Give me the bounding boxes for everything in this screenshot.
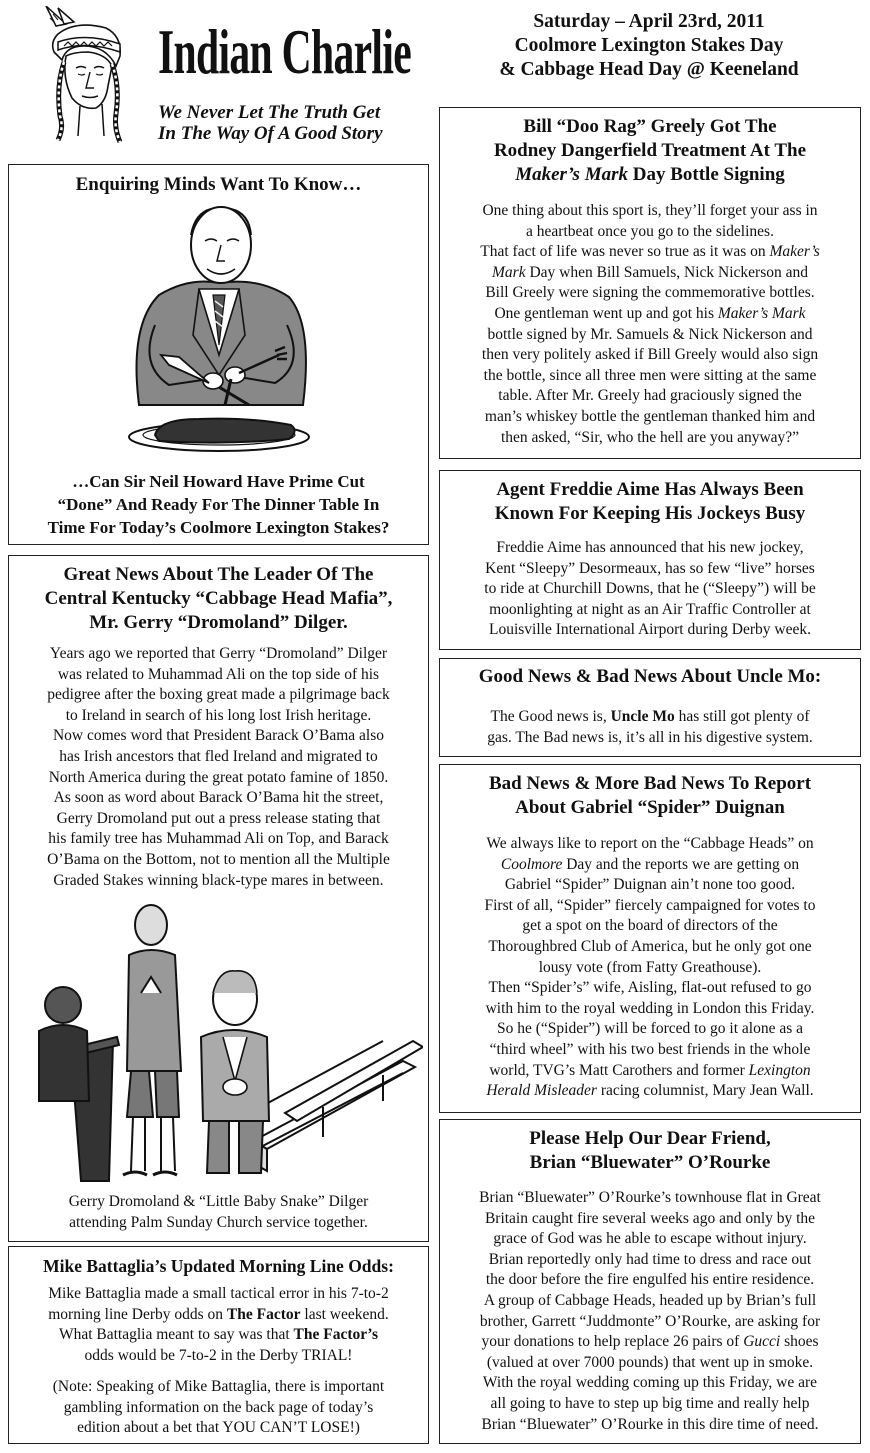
enquiring-caption-line-2: “Done” And Ready For The Dinner Table In [57,495,380,514]
spider-line-9: with him to the royal wedding in London this Friday. [485,999,815,1017]
dilger-caption [9,1192,428,1233]
battaglia-line-4: odds would be 7-to-2 in the Derby TRIAL! [84,1346,353,1364]
dilger-line: to Ireland in search of his long lost Irish heritage. [65,706,372,724]
dilger-heading-line-2: Central Kentucky “Cabbage Head Mafia”, [44,588,393,609]
text-run: last weekend. [300,1305,389,1323]
greely-box [439,107,861,459]
dilger-line: has Irish ancestors that fled Ireland and migrated to [59,747,378,765]
masthead-date [444,10,854,82]
date-line-1: Saturday – April 23rd, 2011 [533,11,765,32]
text-run: Day Bottle Signing [628,164,785,185]
enquiring-caption [9,470,428,539]
orourke-line-7: brother, Garrett “Juddmonte” O’Rourke, are asking for [479,1312,821,1330]
unclemo-box [439,658,861,757]
greely-line-11: man’s whiskey bottle the gentleman thanked him and [484,407,816,425]
greely-line-5: Bill Greely were signing the commemorative bottles. [485,284,815,302]
dilger-body [9,644,428,891]
text-run: has still got plenty of [674,708,810,725]
dilger-line: Years ago we reported that Gerry “Dromoland” Dilger [49,645,388,662]
battaglia-note-line-1: (Note: Speaking of Mike Battaglia, there is important [52,1378,385,1395]
orourke-line-10: With the royal wedding coming up this Friday, we are [482,1374,818,1392]
text-run-italic: Mark [492,263,526,281]
orourke-line-2: Britain caught fire several weeks ago and only by the [484,1209,816,1227]
text-run-italic: Gucci [743,1333,781,1351]
text-run: That fact of life was never so true as it was on [480,243,770,261]
orourke-line-12: Brian “Bluewater” O’Rourke in this dire time of need. [481,1415,819,1433]
spider-line-7: lousy vote (from Fatty Greathouse). [538,958,762,976]
greely-line-8: then very politely asked if Bill Greely would also sign [481,346,819,364]
text-run-italic: Maker’s [769,243,820,261]
greely-line-4 [440,263,860,284]
battaglia-body [9,1284,428,1366]
spider-line-13 [440,1081,860,1102]
orourke-line-11: all going to have to step up big time and really help [490,1394,810,1412]
dilger-line: Graded Stakes winning black-type mares in between. [53,871,384,889]
dilger-box [8,555,429,1242]
masthead-title: Indian Charlie [158,17,412,87]
text-run-italic: Lexington [748,1061,811,1079]
battaglia-note-line-3: edition about a bet that YOU CAN’T LOSE!) [77,1419,360,1437]
masthead-tagline [158,102,383,144]
battaglia-heading: Mike Battaglia’s Updated Morning Line Odds: [43,1256,394,1276]
battaglia-box [8,1246,429,1444]
spider-line-2 [440,855,860,876]
date-line-3: & Cabbage Head Day @ Keeneland [499,59,799,80]
dilger-line: North America during the great potato famine of 1850. [48,768,389,786]
text-run: your donations to help replace 26 pairs of [481,1333,744,1351]
aime-line: Louisville International Airport during Derby week. [489,621,811,639]
horse-name-the-factor: The Factor’s [293,1326,379,1344]
spider-line-1: We always like to report on the “Cabbage Heads” on [486,835,814,852]
dilger-line: Now comes word that President Barack O’Bama also [52,727,384,745]
enquiring-caption-line-3: Time For Today’s Coolmore Lexington Stakes? [47,518,390,537]
horse-name-uncle-mo: Uncle Mo [610,708,675,725]
dilger-heading-line-3: Mr. Gerry “Dromoland” Dilger. [89,612,348,633]
greely-line-3 [440,242,860,263]
dilger-caption-line-1: Gerry Dromoland & “Little Baby Snake” Dilger [68,1193,369,1210]
orourke-heading-line-1: Please Help Our Dear Friend, [529,1128,771,1149]
battaglia-line-2 [9,1305,428,1326]
orourke-box [439,1119,861,1444]
orourke-line-3: grace of God was he able to escape without injury. [493,1230,807,1248]
spider-body [440,834,860,1102]
spider-line-3: Gabriel “Spider” Duignan ain’t none too good. [504,876,796,894]
text-run-italic: Coolmore [500,855,563,873]
tagline-line-2: In The Way Of A Good Story [158,123,383,144]
aime-heading-line-1: Agent Freddie Aime Has Always Been [496,479,804,500]
greely-heading-line-3 [440,163,860,187]
enquiring-box [8,164,429,545]
horse-name-the-factor: The Factor [226,1305,301,1323]
greely-line-12: then asked, “Sir, who the hell are you anyway?” [500,428,800,446]
aime-box [439,470,861,650]
unclemo-line-1 [440,707,860,728]
greely-line-2: a heartbeat once you go to the sidelines. [526,222,774,240]
unclemo-body [440,707,860,748]
spider-heading-line-1: Bad News & More Bad News To Report [488,773,812,794]
dilger-heading [9,563,428,635]
aime-line: to ride at Churchill Downs, that he (“Sleepy”) will be [484,580,816,598]
greely-line-1: One thing about this sport is, they’ll forget your ass in [482,202,818,219]
unclemo-line-2: gas. The Bad news is, it’s all in his digestive system. [487,728,813,746]
greely-line-7: bottle signed by Mr. Samuels & Nick Nickerson and [487,325,813,343]
spider-box [439,764,861,1113]
spider-heading-line-2: About Gabriel “Spider” Duignan [515,797,785,818]
battaglia-note [9,1377,428,1439]
text-run: racing columnist, Mary Jean Wall. [596,1082,814,1100]
dilger-line: Gerry Dromoland put out a press release stating that [56,809,381,827]
aime-line: Kent “Sleepy” Desormeaux, has so few “live” horses [485,559,815,577]
greely-body [440,201,860,448]
spider-line-4: First of all, “Spider” fiercely campaigned for votes to [484,896,816,914]
indian-head-logo-icon [36,6,136,146]
enquiring-caption-line-1: …Can Sir Neil Howard Have Prime Cut [72,472,365,491]
text-run: The Good news is, [490,708,611,725]
greely-line-9: the bottle, since all three men were sitting at the same [483,366,817,384]
spider-line-6: Thoroughbred Club of America, but he only got one [488,937,812,955]
orourke-line-4: Brian reportedly only had time to dress and race out [488,1250,812,1268]
dilger-line: As soon as word about Barack O’Bama hit the street, [53,789,384,807]
battaglia-note-line-2: gambling information on the back page of today’s [63,1398,374,1416]
greely-heading-line-1: Bill “Doo Rag” Greely Got The [523,116,777,137]
aime-heading [440,478,860,526]
text-run: Day when Bill Samuels, Nick Nickerson and [525,263,808,281]
unclemo-heading: Good News & Bad News About Uncle Mo: [478,666,822,687]
text-run-italic: Herald Misleader [486,1082,597,1100]
greely-line-10: table. After Mr. Greely had graciously signed the [498,387,802,405]
text-run: world, TVG’s Matt Carothers and former [489,1061,749,1079]
orourke-body [440,1188,860,1435]
dilger-line: was related to Muhammad Ali on the top side of his [57,665,380,683]
greely-heading-line-2: Rodney Dangerfield Treatment At The [493,140,807,161]
text-run: morning line Derby odds on [48,1305,227,1323]
aime-heading-line-2: Known For Keeping His Jockeys Busy [494,503,806,524]
battaglia-line-1: Mike Battaglia made a small tactical error in his 7-to-2 [48,1285,389,1302]
greely-line-6 [440,304,860,325]
church-cartoon-illustration [23,901,423,1191]
aime-line: Freddie Aime has announced that his new jockey, [496,539,804,556]
dilger-line: O’Bama on the Bottom, not to mention all the Multiple [47,850,390,868]
masthead-logo [36,6,136,146]
orourke-heading-line-2: Brian “Bluewater” O’Rourke [529,1152,771,1173]
aime-line: moonlighting at night as an Air Traffic Controller at [489,600,811,618]
text-run: What Battaglia meant to say was that [58,1326,294,1344]
chef-cartoon-illustration [99,205,339,455]
text-run: shoes [780,1333,819,1351]
text-run: One gentleman went up and got his [494,304,718,322]
spider-heading [440,772,860,820]
dilger-caption-line-2: attending Palm Sunday Church service together. [69,1213,368,1231]
spider-line-10: So he (“Spider”) will be forced to go it alone as a [496,1020,804,1038]
orourke-heading [440,1127,860,1175]
orourke-line-9: (valued at over 7000 pounds) that went up in smoke. [486,1353,814,1371]
spider-line-8: Then “Spider’s” wife, Aisling, flat-out refused to go [488,979,812,997]
greely-heading [440,115,860,187]
tagline-line-1: We Never Let The Truth Get [158,102,381,123]
orourke-line-6: A group of Cabbage Heads, headed up by Brian’s full [483,1291,817,1309]
spider-line-12 [440,1061,860,1082]
dilger-line: pedigree after the boxing great made a pilgrimage back [47,686,390,704]
text-run-italic: Maker’s Mark [717,304,806,322]
aime-body [440,538,860,641]
makers-mark-italic: Maker’s Mark [515,164,628,185]
battaglia-line-3 [9,1325,428,1346]
enquiring-heading: Enquiring Minds Want To Know… [75,174,362,195]
dilger-heading-line-1: Great News About The Leader Of The [63,564,374,585]
dilger-line: his family tree has Muhammad Ali on Top, and Barack [48,830,389,848]
text-run: Day and the reports we are getting on [562,855,800,873]
orourke-line-5: the door before the fire engulfed his entire residence. [485,1271,815,1289]
spider-line-5: get a spot on the board of directors of the [522,917,778,935]
orourke-line-8 [440,1332,860,1353]
orourke-line-1: Brian “Bluewater” O’Rourke’s townhouse flat in Great [479,1189,821,1206]
spider-line-11: “third wheel” with his two best friends in the whole [489,1040,811,1058]
date-line-2: Coolmore Lexington Stakes Day [514,35,784,56]
